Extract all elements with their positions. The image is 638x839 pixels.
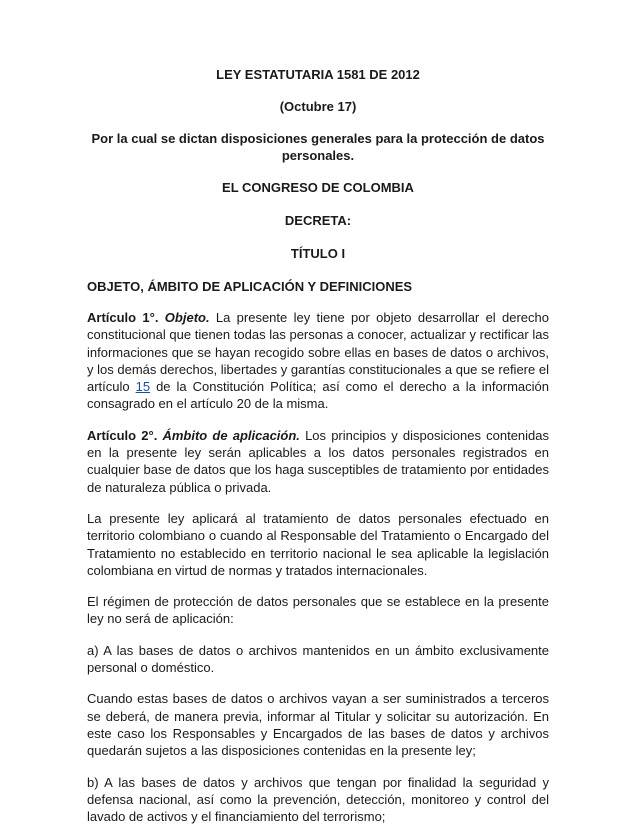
paragraph-territorial-scope: La presente ley aplicará al tratamiento de datos personales efectuado en territorio colombiano o cuando al Responsable del Tratamiento o Encargado del Tratamiento no establecido en territorio nacional le sea aplicable la legislación colombiana en virtud de normas y tratados internacionales. — [87, 510, 549, 578]
title-number-heading: TÍTULO I — [290, 246, 346, 261]
article-1-name: Objeto. — [164, 310, 210, 325]
article-1-text-after-link: de la Constitución Política; así como el derecho a la información consagrado en el artículo 20 de la misma. — [87, 379, 549, 412]
paragraph-third-party-supply: Cuando estas bases de datos o archivos vayan a ser suministrados a terceros se deberá, de manera previa, informar al Titular y solicitar su autorización. En este caso los Responsables y Encargados de las bases de datos y archivos quedarán sujetos a las disposiciones contenidas en la presente ley; — [87, 691, 549, 759]
document-page — [87, 66, 549, 839]
section-heading: OBJETO, ÁMBITO DE APLICACIÓN Y DEFINICIONES — [87, 279, 413, 294]
paragraph-exclusion-b: b) A las bases de datos y archivos que tengan por finalidad la seguridad y defensa nacional, así como la prevención, detección, monitoreo y control del lavado de activos y el financiamiento del terrorismo; — [87, 774, 549, 825]
article-2-name: Ámbito de aplicación. — [162, 427, 300, 443]
document-subject: Por la cual se dictan disposiciones generales para la protección de datos personales. — [91, 131, 545, 163]
paragraph-exclusion-a: a) A las bases de datos o archivos mantenidos en un ámbito exclusivamente personal o doméstico. — [87, 642, 549, 676]
constitution-article-15-link[interactable]: 15 — [135, 379, 151, 395]
document-title: LEY ESTATUTARIA 1581 DE 2012 — [216, 67, 420, 82]
article-2-label: Artículo 2°. — [87, 427, 158, 443]
issuer-heading: EL CONGRESO DE COLOMBIA — [222, 180, 414, 195]
article-2-paragraph — [87, 427, 549, 496]
article-1-text-before-link: La presente ley tiene por objeto desarrollar el derecho constitucional que tienen todas las personas a conocer, actualizar y rectificar las informaciones que se hayan recogido sobre ellas en bases de datos o archivos, y los demás derechos, libertades y garantías constitucionales a que se refiere el artículo — [87, 310, 549, 395]
article-1-label: Artículo 1°. — [87, 310, 159, 325]
decreta-heading: DECRETA: — [284, 213, 352, 228]
document-date: (Octubre 17) — [279, 99, 357, 114]
article-2-text: Los principios y disposiciones contenidas en la presente ley serán aplicables a los datos personales registrados en cualquier base de datos que los haga susceptibles de tratamiento por entidades de naturaleza pública o privada. — [87, 427, 549, 495]
article-1-paragraph — [87, 309, 549, 413]
paragraph-exclusions-intro: El régimen de protección de datos personales que se establece en la presente ley no será de aplicación: — [87, 594, 549, 627]
